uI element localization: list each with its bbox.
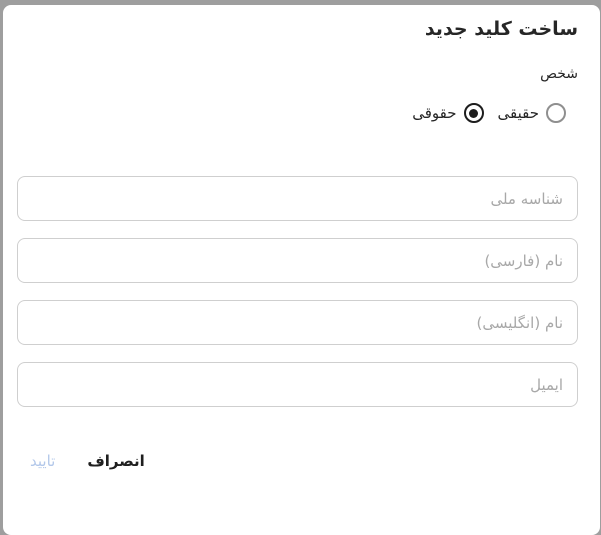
cancel-button[interactable]: انصراف <box>87 452 145 470</box>
radio-option-hoghooghi[interactable] <box>412 103 483 123</box>
dialog-title: ساخت کلید جدید <box>424 18 578 40</box>
form-fields <box>3 176 600 407</box>
radio-option-haghighi[interactable] <box>498 103 566 123</box>
radio-hoghooghi-label: حقوقی <box>412 104 457 122</box>
confirm-button[interactable]: تایید <box>30 452 56 470</box>
create-key-dialog <box>3 5 600 535</box>
person-type-radio-group <box>3 103 600 123</box>
radio-unselected-icon[interactable] <box>546 103 566 123</box>
name-farsi-input[interactable] <box>17 238 578 283</box>
name-english-input[interactable] <box>17 300 578 345</box>
dialog-footer <box>3 451 600 471</box>
radio-haghighi-label: حقیقی <box>497 104 539 122</box>
person-label: شخص <box>540 66 578 82</box>
radio-selected-icon[interactable] <box>464 103 484 123</box>
national-id-input[interactable] <box>17 176 578 221</box>
email-input[interactable] <box>17 362 578 407</box>
